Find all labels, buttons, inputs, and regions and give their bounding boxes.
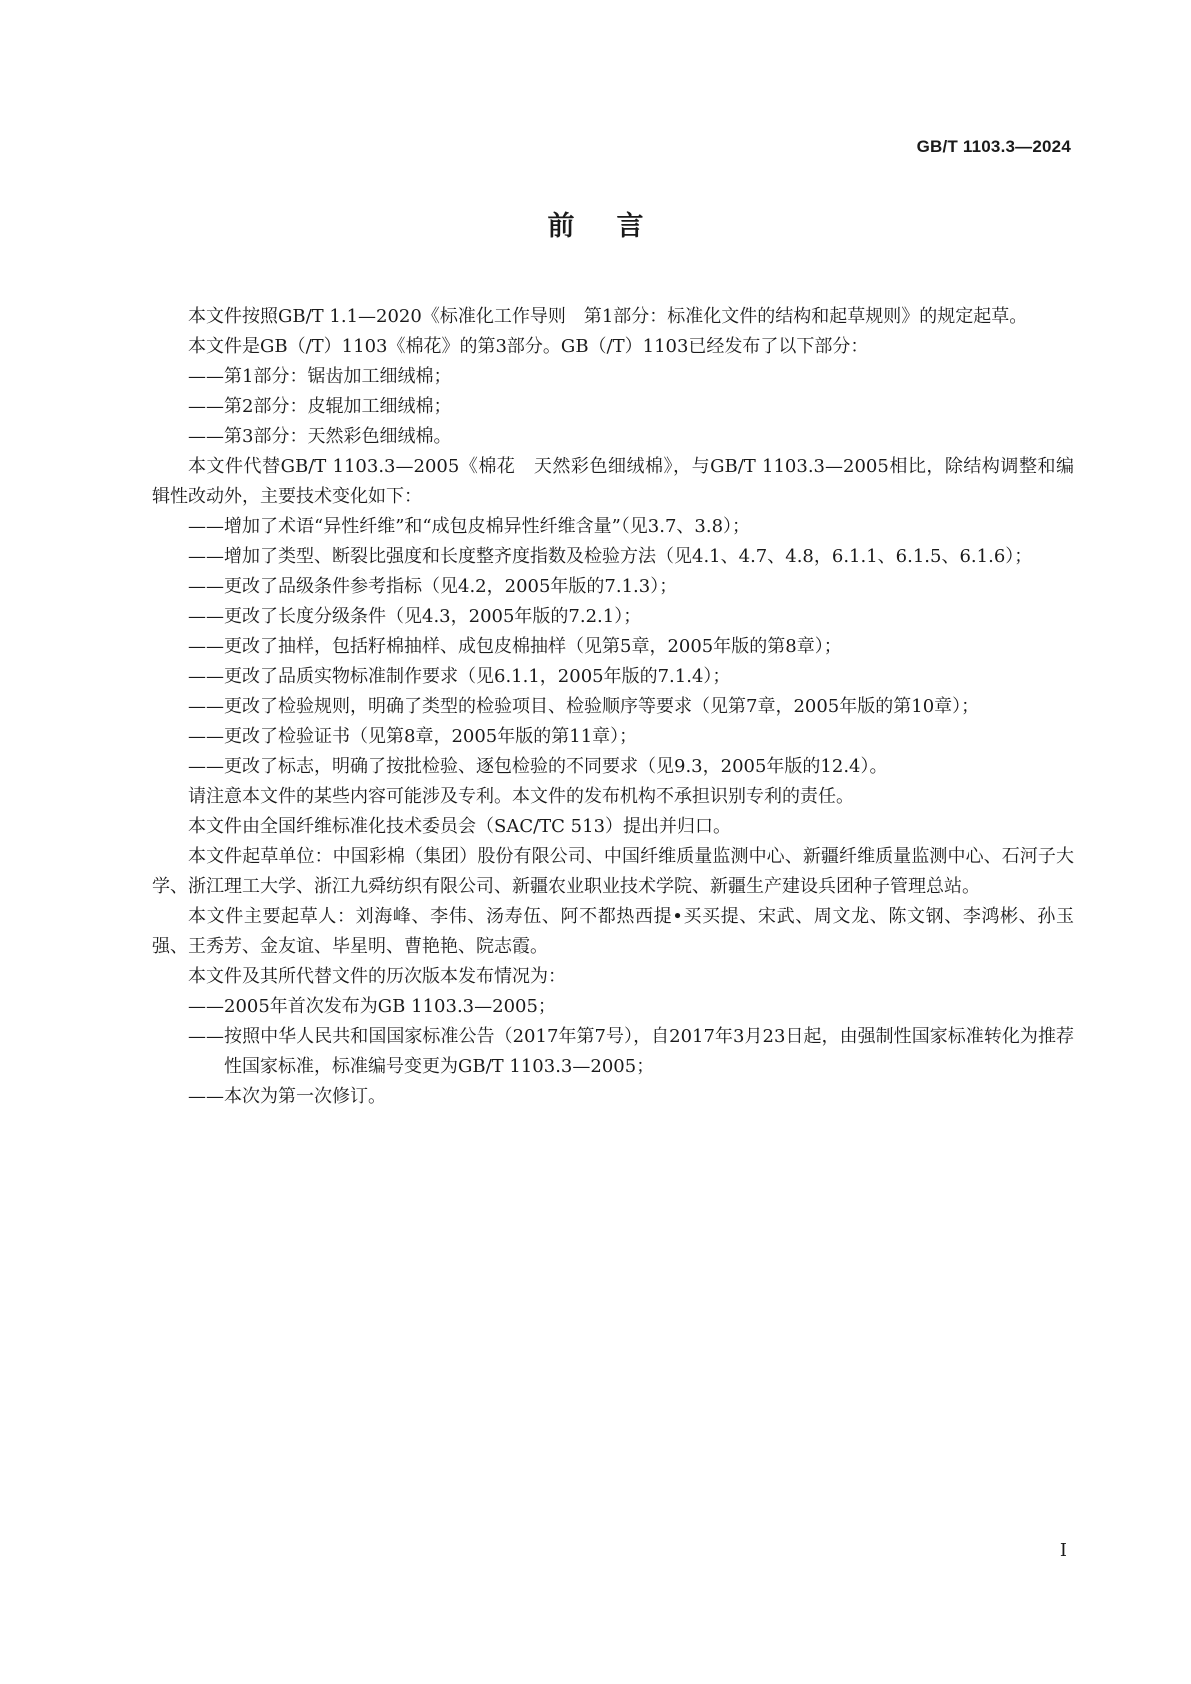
replacement-paragraph: 本文件代替GB/T 1103.3—2005《棉花 天然彩色细绒棉》，与GB/T 1103.3—2005相比，除结构调整和编辑性改动外，主要技术变化如下： <box>152 456 1074 507</box>
standard-number: GB/T 1103.3—2024 <box>916 137 1071 156</box>
history-list-item: ——本次为第一次修订。 <box>188 1086 386 1107</box>
drafting-rule-paragraph: 本文件按照GB/T 1.1—2020《标准化工作导则 第1部分：标准化文件的结构和起草规则》的规定起草。 <box>188 306 1028 327</box>
series-paragraph: 本文件是GB（/T）1103《棉花》的第3部分。GB（/T）1103已经发布了以下部分： <box>188 336 869 357</box>
history-list-item: ——按照中华人民共和国国家标准公告（2017年第7号），自2017年3月23日起，由强制性国家标准转化为推荐性国家标准，标准编号变更为GB/T 1103.3—2005； <box>188 1026 1074 1077</box>
history-list-item: ——2005年首次发布为GB 1103.3—2005； <box>188 996 556 1017</box>
change-list-item: ——增加了类型、断裂比强度和长度整齐度指数及检验方法（见4.1、4.7、4.8，6.1.1、6.1.5、6.1.6）； <box>188 546 1033 567</box>
foreword-body <box>152 302 1074 1112</box>
patent-notice: 请注意本文件的某些内容可能涉及专利。本文件的发布机构不承担识别专利的责任。 <box>188 786 854 807</box>
proposer-paragraph: 本文件由全国纤维标准化技术委员会（SAC/TC 513）提出并归口。 <box>188 816 732 837</box>
change-list-item: ——更改了品级条件参考指标（见4.2，2005年版的7.1.3）； <box>188 576 678 597</box>
change-list-item: ——更改了标志，明确了按批检验、逐包检验的不同要求（见9.3，2005年版的12.4）。 <box>188 756 888 777</box>
change-list-item: ——更改了长度分级条件（见4.3，2005年版的7.2.1）； <box>188 606 642 627</box>
page-title: 前言 <box>547 211 686 242</box>
change-list-item: ——更改了检验证书（见第8章，2005年版的第11章）； <box>188 726 638 747</box>
drafters-paragraph: 本文件主要起草人：刘海峰、李伟、汤寿伍、阿不都热西提•买买提、宋武、周文龙、陈文钢、李鸿彬、孙玉强、王秀芳、金友谊、毕星明、曹艳艳、院志霞。 <box>152 906 1074 957</box>
page-number: I <box>1059 1540 1067 1561</box>
change-list-item: ——更改了抽样，包括籽棉抽样、成包皮棉抽样（见第5章，2005年版的第8章）； <box>188 636 842 657</box>
drafting-units-paragraph: 本文件起草单位：中国彩棉（集团）股份有限公司、中国纤维质量监测中心、新疆纤维质量监测中心、石河子大学、浙江理工大学、浙江九舜纺织有限公司、新疆农业职业技术学院、新疆生产建设兵团种子管理总站。 <box>152 846 1074 897</box>
change-list-item: ——更改了品质实物标准制作要求（见6.1.1，2005年版的7.1.4）； <box>188 666 731 687</box>
part-list-item: ——第2部分：皮辊加工细绒棉； <box>188 396 452 417</box>
change-list-item: ——更改了检验规则，明确了类型的检验项目、检验顺序等要求（见第7章，2005年版的第10章）； <box>188 696 980 717</box>
part-list-item: ——第3部分：天然彩色细绒棉。 <box>188 426 452 447</box>
part-list-item: ——第1部分：锯齿加工细绒棉； <box>188 366 452 387</box>
history-paragraph: 本文件及其所代替文件的历次版本发布情况为： <box>188 966 566 987</box>
change-list-item: ——增加了术语“异性纤维”和“成包皮棉异性纤维含量”（见3.7、3.8）； <box>188 516 751 537</box>
